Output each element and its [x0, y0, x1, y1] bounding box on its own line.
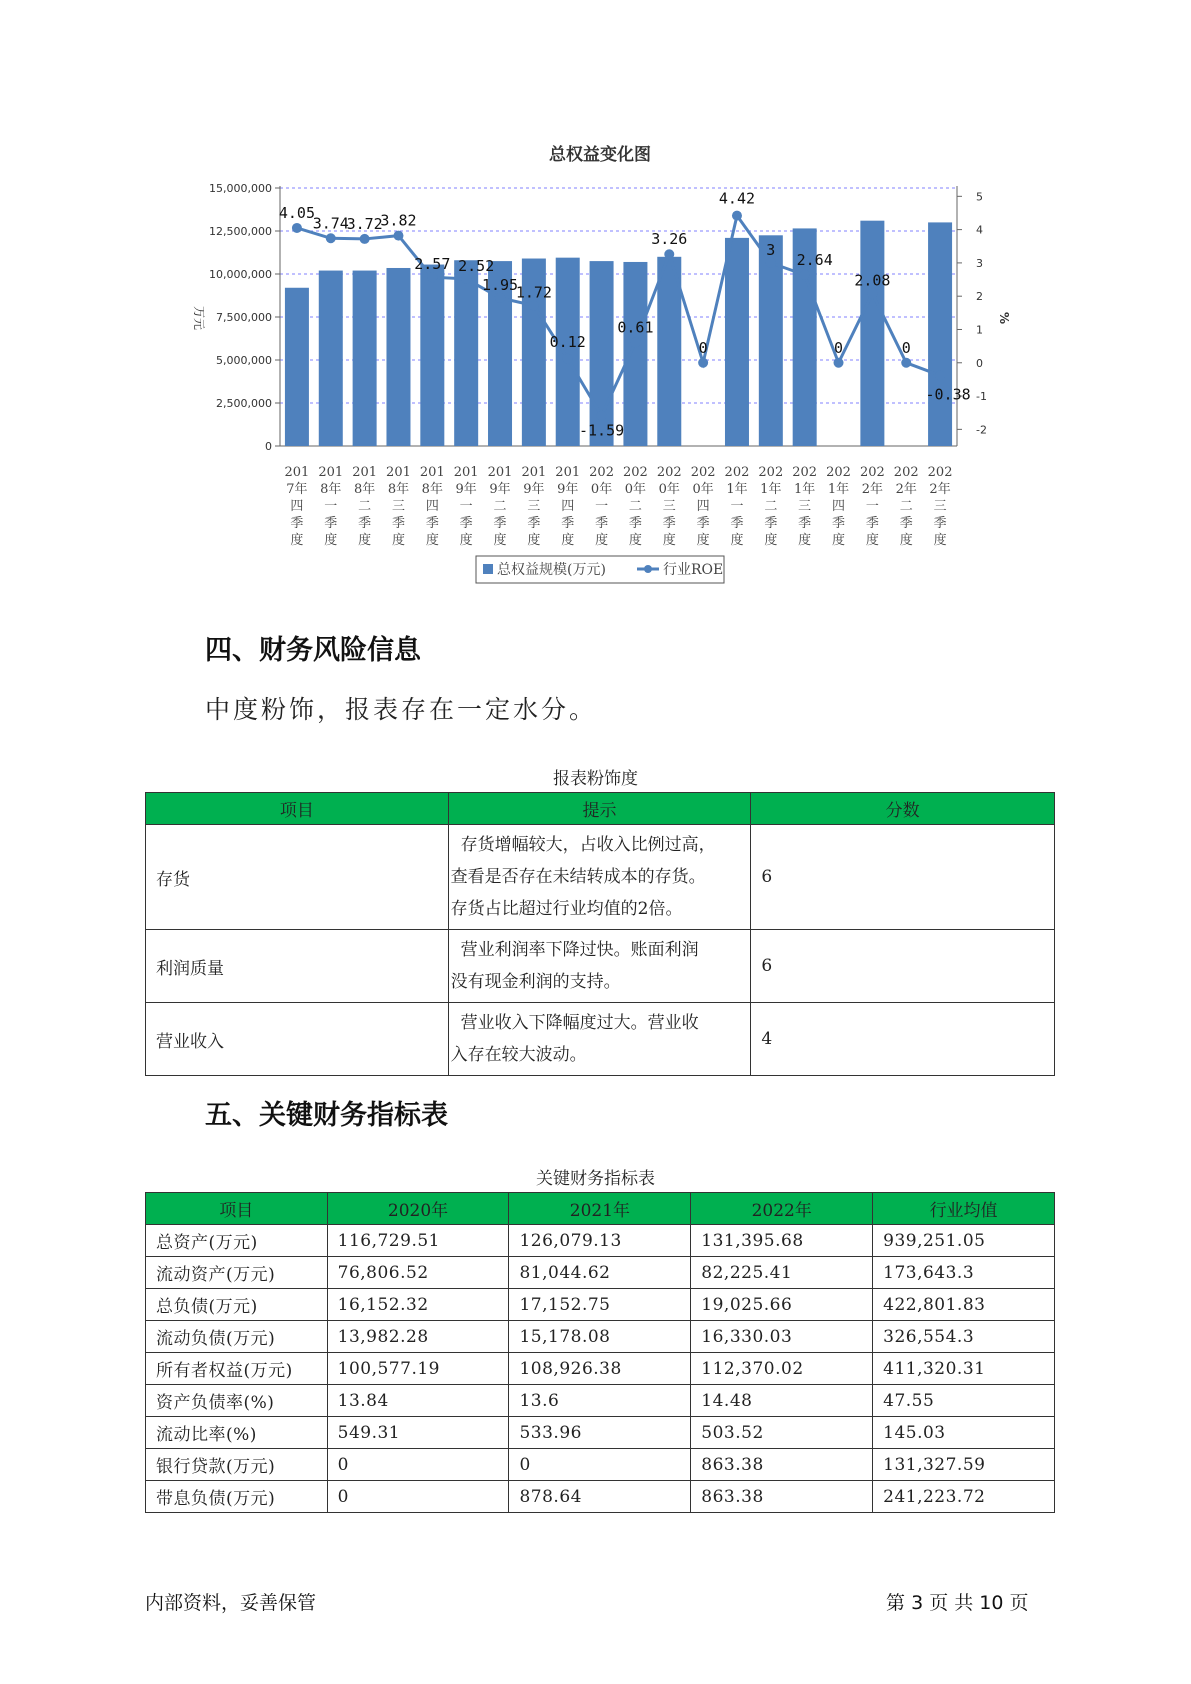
roe-data-label: 1.95: [481, 275, 519, 294]
kpi-item: 总资产(万元): [146, 1225, 328, 1257]
equity-bar: [420, 265, 444, 446]
roe-data-label: 2.64: [796, 250, 833, 269]
equity-chart-svg: [0, 0, 1191, 600]
kpi-value: 13.84: [327, 1385, 509, 1417]
x-category-label: 201: [555, 465, 581, 480]
total-pages: 10: [979, 1592, 1004, 1614]
kpi-value: 76,806.52: [327, 1257, 509, 1289]
equity-bar: [623, 262, 647, 446]
kpi-value: 13.6: [509, 1385, 691, 1417]
x-category-label: 202: [927, 465, 953, 480]
risk-table: [145, 792, 1055, 1076]
y-right-tick-label: 3: [976, 256, 983, 270]
y-right-tick-label: 2: [976, 290, 983, 304]
x-category-label: 二: [764, 499, 778, 514]
x-category-label: 季: [764, 516, 778, 531]
x-category-label: 一: [730, 499, 744, 514]
roe-point: [630, 337, 640, 347]
x-category-label: 202: [859, 465, 885, 480]
risk-hint-line: 营业收入下降幅度过大。营业收: [460, 1013, 699, 1033]
x-category-label: 1年: [760, 482, 782, 497]
table-header-cell: 项目: [146, 793, 449, 825]
kpi-value: 549.31: [327, 1417, 509, 1449]
y-left-axis-title: 万元: [192, 305, 206, 331]
current-page: 3: [911, 1592, 924, 1614]
x-category-label: 一: [459, 499, 473, 514]
x-category-label: 一: [595, 499, 609, 514]
roe-data-label: 3.26: [651, 230, 688, 249]
x-category-label: 202: [724, 465, 750, 480]
equity-bar: [353, 271, 377, 446]
roe-data-label: 0.12: [549, 332, 586, 351]
x-category-label: 202: [589, 465, 614, 480]
kpi-value: 0: [327, 1481, 509, 1513]
x-category-label: 201: [284, 465, 310, 480]
x-category-label: 202: [623, 465, 648, 480]
kpi-value: 411,320.31: [873, 1353, 1055, 1385]
risk-summary: 中度粉饰，报表存在一定水分。: [205, 695, 598, 724]
x-category-label: 三: [798, 499, 812, 514]
x-category-label: 季: [933, 516, 947, 531]
x-category-label: 二: [628, 499, 642, 514]
kpi-value: 16,152.32: [327, 1289, 509, 1321]
kpi-value: 0: [327, 1449, 509, 1481]
table-row: [146, 1385, 1055, 1417]
x-category-label: 三: [527, 499, 541, 514]
x-category-label: 度: [899, 533, 913, 548]
table-row: [146, 1257, 1055, 1289]
roe-point: [834, 358, 844, 368]
x-category-label: 201: [318, 465, 344, 480]
x-category-label: 8年: [387, 482, 410, 497]
x-category-label: 202: [656, 465, 682, 480]
kpi-item: 银行贷款(万元): [146, 1449, 328, 1481]
chart-title: 总权益变化图: [549, 145, 651, 165]
x-category-label: 8年: [421, 482, 443, 497]
roe-point: [766, 258, 776, 268]
kpi-value: 145.03: [873, 1417, 1055, 1449]
x-category-label: 四: [832, 499, 846, 514]
roe-data-label: 0: [698, 338, 708, 357]
roe-data-label: -0.38: [925, 385, 971, 404]
x-category-label: 202: [792, 465, 818, 480]
kpi-item: 带息负债(万元): [146, 1481, 328, 1513]
table-row: [146, 1321, 1055, 1353]
kpi-item: 所有者权益(万元): [146, 1353, 328, 1385]
kpi-value: 0: [509, 1449, 691, 1481]
x-category-label: 季: [628, 516, 642, 531]
roe-point: [461, 274, 471, 284]
x-category-label: 二: [358, 499, 372, 514]
x-category-label: 四: [561, 499, 575, 514]
x-category-label: 季: [662, 516, 676, 531]
roe-data-label: 0.61: [617, 318, 654, 337]
x-category-label: 2年: [929, 482, 951, 497]
kpi-value: 116,729.51: [327, 1225, 509, 1257]
equity-bar: [386, 268, 410, 446]
roe-data-label: 2.57: [414, 255, 451, 274]
table-row: [146, 1481, 1055, 1513]
x-category-label: 三: [662, 499, 676, 514]
table-row: [146, 1225, 1055, 1257]
x-category-label: 四: [696, 499, 710, 514]
x-category-label: 季: [798, 516, 812, 531]
x-category-label: 度: [493, 533, 507, 548]
table-header-cell: 项目: [146, 1193, 328, 1225]
roe-point: [292, 223, 302, 233]
x-category-label: 二: [899, 499, 913, 514]
table-row: [146, 930, 1055, 1003]
x-category-label: 一: [324, 499, 338, 514]
risk-score: 6: [751, 930, 1055, 1003]
x-category-label: 季: [527, 516, 541, 531]
risk-item: 营业收入: [146, 1003, 449, 1076]
x-category-label: 9年: [455, 482, 477, 497]
roe-point: [664, 249, 674, 259]
x-category-label: 季: [899, 516, 913, 531]
table-header-cell: 分数: [751, 793, 1055, 825]
risk-hint-line: 存货增幅较大，占收入比例过高，: [460, 835, 716, 855]
equity-bar: [319, 271, 343, 446]
x-category-label: 度: [662, 533, 676, 548]
roe-data-label: 2.52: [458, 256, 495, 275]
x-category-label: 度: [595, 533, 609, 548]
x-category-label: 季: [493, 516, 507, 531]
x-category-label: 季: [865, 516, 879, 531]
kpi-value: 533.96: [509, 1417, 691, 1449]
x-category-label: 度: [798, 533, 812, 548]
roe-point: [800, 270, 810, 280]
section5-heading: 五、关键财务指标表: [205, 1100, 448, 1131]
x-category-label: 度: [561, 533, 575, 548]
x-category-label: 季: [425, 516, 439, 531]
roe-point: [326, 233, 336, 243]
roe-point: [427, 272, 437, 282]
x-category-label: 202: [893, 465, 919, 480]
x-category-label: 2年: [861, 482, 884, 497]
x-category-label: 8年: [353, 482, 376, 497]
roe-point: [732, 211, 742, 221]
kpi-value: 100,577.19: [327, 1353, 509, 1385]
x-category-label: 三: [391, 499, 405, 514]
table-row: [146, 1449, 1055, 1481]
table-row: [146, 1417, 1055, 1449]
roe-point: [563, 354, 573, 364]
x-category-label: 201: [352, 465, 378, 480]
legend-line-label: 行业ROE: [663, 562, 724, 578]
roe-data-label: 0: [834, 338, 844, 357]
equity-chart: [0, 0, 1191, 600]
y-right-tick-label: -2: [976, 423, 987, 437]
roe-point: [597, 411, 607, 421]
table-row: [146, 1003, 1055, 1076]
equity-bar: [556, 258, 580, 446]
legend-bar-label: 总权益规模(万元): [497, 562, 606, 578]
x-category-label: 度: [730, 533, 744, 548]
x-category-label: 1年: [726, 482, 748, 497]
y-left-tick-label: 5,000,000: [216, 354, 272, 367]
risk-hint-line: 查看是否存在未结转成本的存货。: [450, 867, 706, 887]
risk-hint-line: 没有现金利润的支持。: [450, 972, 621, 992]
x-category-label: 季: [290, 516, 304, 531]
equity-bar: [285, 288, 309, 446]
x-category-label: 度: [527, 533, 541, 548]
y-right-tick-label: 1: [976, 323, 983, 337]
kpi-table: [145, 1192, 1055, 1513]
x-category-label: 201: [487, 465, 513, 480]
risk-hint-line: 存货占比超过行业均值的2倍。: [450, 899, 683, 919]
roe-point: [393, 231, 403, 241]
x-category-label: 季: [561, 516, 575, 531]
legend-line-marker: [644, 565, 652, 573]
risk-hint: [448, 930, 751, 1003]
table-header-cell: 2021年: [509, 1193, 691, 1225]
x-category-label: 度: [832, 533, 846, 548]
kpi-value: 15,178.08: [509, 1321, 691, 1353]
equity-bar: [928, 222, 952, 446]
table-header-row: [146, 1193, 1055, 1225]
x-category-label: 202: [826, 465, 851, 480]
page-number: [886, 1588, 1029, 1615]
x-category-label: 度: [425, 533, 439, 548]
y-left-tick-label: 10,000,000: [209, 268, 272, 281]
kpi-item: 资产负债率(%): [146, 1385, 328, 1417]
x-category-label: 季: [730, 516, 744, 531]
y-left-tick-label: 12,500,000: [209, 225, 272, 238]
x-category-label: 0年: [692, 482, 714, 497]
x-category-label: 季: [358, 516, 372, 531]
kpi-value: 173,643.3: [873, 1257, 1055, 1289]
kpi-value: 81,044.62: [509, 1257, 691, 1289]
equity-bar: [725, 238, 749, 446]
kpi-value: 503.52: [691, 1417, 873, 1449]
x-category-label: 度: [933, 533, 947, 548]
kpi-value: 326,554.3: [873, 1321, 1055, 1353]
kpi-value: 878.64: [509, 1481, 691, 1513]
x-category-label: 度: [764, 533, 778, 548]
kpi-item: 流动资产(万元): [146, 1257, 328, 1289]
risk-hint-line: 营业利润率下降过快。账面利润: [460, 940, 699, 960]
roe-point: [529, 301, 539, 311]
kpi-item: 总负债(万元): [146, 1289, 328, 1321]
x-category-label: 0年: [658, 482, 680, 497]
kpi-value: 131,395.68: [691, 1225, 873, 1257]
x-category-label: 三: [933, 499, 947, 514]
y-right-tick-label: 0: [976, 356, 983, 370]
y-right-axis-title: %: [997, 311, 1011, 325]
roe-data-label: 0: [901, 338, 911, 357]
roe-data-label: 3.74: [312, 214, 349, 233]
table-header-cell: 行业均值: [873, 1193, 1055, 1225]
risk-item: 利润质量: [146, 930, 449, 1003]
risk-hint-line: 入存在较大波动。: [450, 1045, 587, 1065]
kpi-value: 17,152.75: [509, 1289, 691, 1321]
roe-data-label: 1.72: [515, 283, 552, 302]
y-right-tick-label: 5: [976, 190, 983, 204]
section4-heading: 四、财务风险信息: [205, 635, 421, 666]
x-category-label: 9年: [557, 482, 579, 497]
roe-data-label: 3.82: [380, 211, 417, 230]
x-category-label: 0年: [590, 482, 613, 497]
table-row: [146, 1353, 1055, 1385]
roe-data-label: 2.08: [854, 271, 891, 290]
roe-data-label: 4.42: [718, 189, 756, 208]
roe-data-label: 3.72: [346, 214, 383, 233]
x-category-label: 7年: [286, 482, 308, 497]
risk-hint: [448, 825, 751, 930]
risk-score: 4: [751, 1003, 1055, 1076]
x-category-label: 8年: [320, 482, 342, 497]
risk-item: 存货: [146, 825, 449, 930]
y-left-tick-label: 2,500,000: [216, 397, 272, 410]
footer-note: 内部资料，妥善保管: [145, 1592, 317, 1614]
x-category-label: 202: [690, 465, 716, 480]
kpi-table-caption: 关键财务指标表: [536, 1169, 655, 1189]
x-category-label: 季: [832, 516, 846, 531]
kpi-value: 47.55: [873, 1385, 1055, 1417]
kpi-value: 112,370.02: [691, 1353, 873, 1385]
kpi-value: 16,330.03: [691, 1321, 873, 1353]
roe-point: [867, 289, 877, 299]
page-suffix: 页: [1009, 1592, 1029, 1614]
roe-point: [495, 293, 505, 303]
y-left-tick-label: 0: [265, 440, 272, 453]
x-category-label: 度: [459, 533, 473, 548]
x-category-label: 季: [595, 516, 609, 531]
x-category-label: 度: [696, 533, 710, 548]
kpi-value: 108,926.38: [509, 1353, 691, 1385]
x-category-label: 四: [290, 499, 304, 514]
equity-bar: [860, 221, 884, 446]
roe-point: [935, 370, 945, 380]
roe-point: [901, 358, 911, 368]
table-row: [146, 1289, 1055, 1321]
roe-data-label: 3: [766, 240, 776, 259]
x-category-label: 四: [425, 499, 439, 514]
table-row: [146, 825, 1055, 930]
kpi-value: 241,223.72: [873, 1481, 1055, 1513]
x-category-label: 9年: [523, 482, 545, 497]
equity-bar: [454, 260, 478, 446]
table-header-cell: 2020年: [327, 1193, 509, 1225]
x-category-label: 1年: [794, 482, 816, 497]
kpi-value: 863.38: [691, 1481, 873, 1513]
kpi-item: 流动负债(万元): [146, 1321, 328, 1353]
roe-data-label: 4.05: [278, 203, 315, 222]
roe-point: [698, 358, 708, 368]
x-category-label: 度: [865, 533, 879, 548]
kpi-value: 14.48: [691, 1385, 873, 1417]
x-category-label: 201: [419, 465, 445, 480]
page-mid: 页 共: [929, 1592, 974, 1614]
y-left-tick-label: 15,000,000: [209, 182, 272, 195]
x-category-label: 度: [628, 533, 642, 548]
page-prefix: 第: [886, 1592, 906, 1614]
x-category-label: 201: [521, 465, 547, 480]
kpi-value: 863.38: [691, 1449, 873, 1481]
kpi-value: 13,982.28: [327, 1321, 509, 1353]
x-category-label: 一: [865, 499, 879, 514]
risk-hint: [448, 1003, 751, 1076]
x-category-label: 度: [290, 533, 304, 548]
table-header-cell: 2022年: [691, 1193, 873, 1225]
kpi-item: 流动比率(%): [146, 1417, 328, 1449]
x-category-label: 度: [391, 533, 405, 548]
x-category-label: 1年: [827, 482, 850, 497]
x-category-label: 201: [386, 465, 411, 480]
x-category-label: 2年: [895, 482, 917, 497]
x-category-label: 季: [459, 516, 473, 531]
x-category-label: 季: [696, 516, 710, 531]
table-header-cell: 提示: [448, 793, 751, 825]
y-right-tick-label: -1: [976, 390, 987, 404]
kpi-value: 126,079.13: [509, 1225, 691, 1257]
risk-table-caption: 报表粉饰度: [553, 769, 638, 789]
kpi-value: 939,251.05: [873, 1225, 1055, 1257]
x-category-label: 9年: [489, 482, 511, 497]
roe-data-label: -1.59: [578, 421, 625, 440]
kpi-value: 422,801.83: [873, 1289, 1055, 1321]
legend-bar-swatch: [483, 564, 493, 574]
x-category-label: 二: [493, 499, 507, 514]
y-left-tick-label: 7,500,000: [216, 311, 272, 324]
risk-score: 6: [751, 825, 1055, 930]
x-category-label: 季: [324, 516, 338, 531]
x-category-label: 度: [358, 533, 372, 548]
x-category-label: 201: [453, 465, 479, 480]
x-category-label: 季: [391, 516, 405, 531]
kpi-value: 131,327.59: [873, 1449, 1055, 1481]
x-category-label: 202: [758, 465, 784, 480]
table-header-row: [146, 793, 1055, 825]
roe-point: [360, 234, 370, 244]
y-right-tick-label: 4: [976, 223, 983, 237]
x-category-label: 0年: [624, 482, 647, 497]
x-category-label: 度: [324, 533, 338, 548]
kpi-value: 82,225.41: [691, 1257, 873, 1289]
kpi-value: 19,025.66: [691, 1289, 873, 1321]
